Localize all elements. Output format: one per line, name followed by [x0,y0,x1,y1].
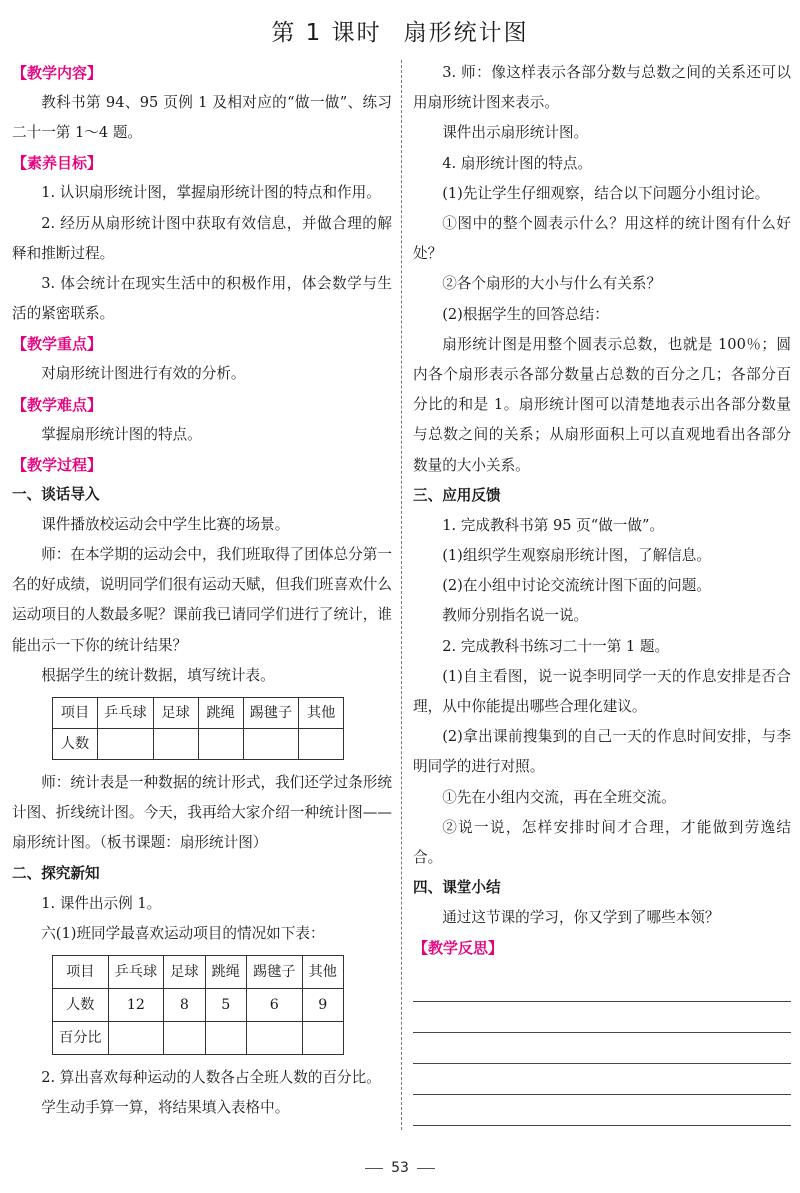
paragraph: 课件播放校运动会中学生比赛的场景。 [41,515,290,533]
paragraph: (2)在小组中讨论交流统计图下面的问题。 [442,577,711,595]
table-header-cell: 踢毽子 [243,698,299,729]
goal-item: 1. 认识扇形统计图，掌握扇形统计图的特点和作用。 [41,184,381,202]
goal-item: 3. 体会统计在现实生活中的积极作用，体会数学与生活的紧密联系。 [12,275,392,323]
paragraph: 1. 课件出示例 1。 [41,894,162,912]
paragraph: (1)组织学生观察扇形统计图，了解信息。 [442,547,711,565]
table-row-label: 人数 [53,729,98,760]
table-header-cell: 踢毽子 [246,956,302,989]
example-stat-table [52,955,344,1055]
section-heading-intro: 一、谈话导入 [12,485,100,503]
table-header-cell: 跳绳 [198,698,243,729]
table-header-cell: 乒乓球 [98,698,154,729]
reflection-writing-lines [413,971,791,1126]
writing-line [413,1064,791,1095]
paragraph: (2)拿出课前搜集到的自己一天的作息时间安排，与李明同学的进行对照。 [413,728,791,776]
paragraph: ①图中的整个圆表示什么？用这样的统计图有什么好处？ [413,215,791,263]
lesson-number: 第 1 课时 [271,20,382,46]
table-header-cell: 其他 [302,956,343,989]
section-tag-goals: 【素养目标】 [12,154,103,173]
table-cell-empty [205,1022,246,1055]
page-number-text: 53 [391,1160,409,1176]
paragraph: 4. 扇形统计图的特点。 [442,154,593,172]
table-row-label: 人数 [53,989,109,1022]
blank-stat-table [52,697,344,760]
left-column [12,58,392,1123]
section-tag-content: 【教学内容】 [12,64,103,82]
difficulty-text: 掌握扇形统计图的特点。 [41,425,202,443]
paragraph: 通过这节课的学习，你又学到了哪些本领？ [442,909,720,927]
section-tag-reflection: 【教学反思】 [413,939,504,958]
key-text: 对扇形统计图进行有效的分析。 [41,365,246,383]
writing-line [413,1033,791,1064]
table-header-cell: 项目 [53,698,98,729]
table-cell: 6 [246,989,302,1022]
table-row [53,989,344,1022]
paragraph: 扇形统计图是用整个圆表示总数，也就是 100％；圆内各个扇形表示各部分数量占总数的百分之几；各部分百分比的和是 1。扇形统计图可以清楚地表示出各部分数量与总数之间的关系；从扇形面积上可以直观地看出各部分数量的大小关系。 [413,335,791,474]
table-cell: 8 [164,989,205,1022]
paragraph: 1. 完成教科书第 95 页“做一做”。 [442,516,665,534]
writing-line [413,1002,791,1033]
paragraph: 师：在本学期的运动会中，我们班取得了团体总分第一名的好成绩，说明同学们很有运动天赋，但我们班喜欢什么运动项目的人数最多呢？课前我已请同学们进行了统计，谁能出示一下你的统计结果？ [12,546,392,654]
paragraph: 3. 师：像这样表示各部分数与总数之间的关系还可以用扇形统计图来表示。 [413,64,791,112]
paragraph: ②说一说，怎样安排时间才合理，才能做到劳逸结合。 [413,818,791,867]
paragraph: 根据学生的统计数据，填写统计表。 [41,666,275,684]
table-header-cell: 乒乓球 [108,956,164,989]
table-row-label: 百分比 [53,1022,109,1055]
lesson-topic: 扇形统计图 [403,20,529,46]
writing-line [413,971,791,1002]
table-header-cell: 跳绳 [205,956,246,989]
table-header-cell: 足球 [164,956,205,989]
table-cell-empty [153,729,198,760]
table-cell-empty [302,1022,343,1055]
page-title [0,14,800,47]
table-cell-empty [299,729,344,760]
table-cell-empty [246,1022,302,1055]
paragraph: ②各个扇形的大小与什么有关系？ [442,275,662,293]
page-number-dash [365,1168,383,1169]
paragraph: (2)根据学生的回答总结： [442,305,609,323]
table-row [53,956,344,989]
section-tag-process: 【教学过程】 [12,455,103,474]
paragraph: 学生动手算一算，将结果填入表格中。 [41,1099,290,1117]
table-row [53,1022,344,1055]
paragraph: 六(1)班同学最喜欢运动项目的情况如下表： [41,924,325,942]
right-column [413,58,791,1126]
table-cell-empty [98,729,154,760]
column-divider [401,60,402,1130]
table-cell-empty [243,729,299,760]
table-row [53,698,344,729]
table-cell-empty [108,1022,164,1055]
paragraph: 2. 算出喜欢每种运动的人数各占全班人数的百分比。 [41,1069,381,1087]
paragraph: 教师分别指名说一说。 [442,607,589,625]
paragraph: (1)自主看图，说一说李明同学一天的作息安排是否合理，从中你能提出哪些合理化建议。 [413,667,791,716]
section-heading-summary: 四、课堂小结 [413,879,501,897]
section-tag-difficulty: 【教学难点】 [12,395,103,414]
goal-item: 2. 经历从扇形统计图中获取有效信息，并做合理的解释和推断过程。 [12,214,392,262]
table-cell-empty [198,729,243,760]
section-heading-explore: 二、探究新知 [12,864,100,882]
table-header-cell: 项目 [53,956,109,989]
table-row [53,729,344,760]
table-cell-empty [164,1022,205,1055]
section-tag-key: 【教学重点】 [12,335,103,354]
paragraph: (1)先让学生仔细观察，结合以下问题分小组讨论。 [442,184,770,202]
paragraph: 2. 完成教科书练习二十一第 1 题。 [442,637,670,655]
table-cell: 12 [108,989,164,1022]
table-cell: 9 [302,989,343,1022]
page-number-dash [417,1168,435,1169]
paragraph: 师：统计表是一种数据的统计形式，我们还学过条形统计图、折线统计图。今天，我再给大家介绍一种统计图——扇形统计图。（板书课题：扇形统计图） [12,774,392,852]
table-header-cell: 其他 [299,698,344,729]
table-header-cell: 足球 [153,698,198,729]
table-cell: 5 [205,989,246,1022]
paragraph: ①先在小组内交流，再在全班交流。 [442,788,676,806]
paragraph: 课件出示扇形统计图。 [442,124,589,142]
page-number [0,1160,800,1176]
writing-line [413,1095,791,1126]
content-text: 教科书第 94、95 页例 1 及相对应的“做一做”、练习二十一第 1～4 题。 [12,94,392,142]
section-heading-practice: 三、应用反馈 [413,486,501,504]
